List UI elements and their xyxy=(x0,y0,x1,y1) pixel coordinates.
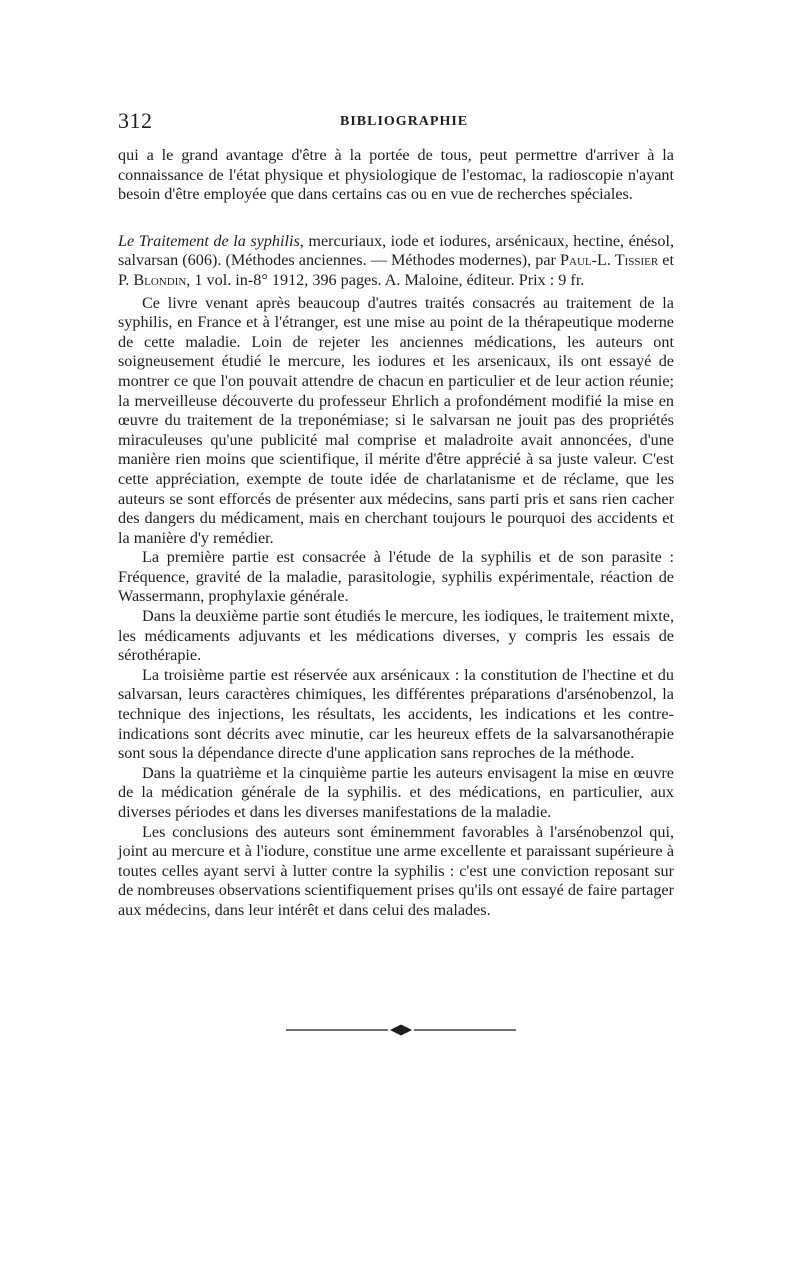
book-title: Le Traitement de la syphilis xyxy=(118,231,300,250)
author-name: Blondin xyxy=(133,270,187,289)
review-paragraph: La troisième partie est réservée aux arsénicaux : la constitution de l'hectine et du salvarsan, leurs caractères chimiques, les différentes préparations d'arsénobenzol, la technique des injections, les résultats, les accidents, les indications et les contre-indications sont décrits avec minutie, car les heureux effets de la salvarsanothérapie sont sous la dépendance directe d'une application sans reproches de la méthode. xyxy=(118,665,674,763)
book-entry-publication: , 1 vol. in-8° 1912, 396 pages. A. Maloine, éditeur. Prix : 9 fr. xyxy=(186,270,585,289)
book-entry xyxy=(118,232,674,291)
review-paragraph: Dans la deuxième partie sont étudiés le mercure, les iodiques, le traitement mixte, les médicaments adjuvants et les médications diverses, y compris les essais de sérothérapie. xyxy=(118,607,674,665)
page-header xyxy=(118,108,678,138)
section-gap xyxy=(118,205,674,232)
fleuron-ornament xyxy=(286,1024,516,1036)
page-body xyxy=(118,146,674,921)
paragraph-continuation: qui a le grand avantage d'être à la portée de tous, peut permettre d'arriver à la connaissance de l'état physique et physiologique de l'estomac, la radioscopie n'ayant besoin d'être employée que dans certains cas ou en vue de recherches spéciales. xyxy=(118,146,674,204)
book-entry-conjunction: et P. xyxy=(118,251,674,289)
review-paragraph: Ce livre venant après beaucoup d'autres traités consacrés au traitement de la syphilis, en France et à l'étranger, est une mise au point de la thérapeutique moderne de cette maladie. Loin de rejeter les anciennes médications, les auteurs ont soigneusement étudié le mercure, les iodures et les arsenicaux, ils ont essayé de montrer ce que l'on pouvait attendre de chacun en particulier et de leur action réunie; la merveilleuse découverte du professeur Ehrlich a profondément modifié la mise en œuvre du traitement de la treponémiase; si le salvarsan ne jouit pas des propriétés miraculeuses qu'une publicité mal comprise et maladroite avait annoncées, d'une manière rien moins que scientifique, il mérite d'être apprécié à sa juste valeur. C'est cette appréciation, exempte de toute idée de charlatanisme et de réclame, que les auteurs se sont efforcés de présenter aux médecins, sans parti pris et sans rien cacher des dangers du médicament, mais en cherchant toujours le pourquoi des accidents et la manière d'y remédier. xyxy=(118,293,674,547)
page-number: 312 xyxy=(118,108,153,133)
review-paragraph: Dans la quatrième et la cinquième partie les auteurs envisagent la mise en œuvre de la médication générale de la syphilis. et des médications, en particulier, aux diverses périodes et dans les diverses manifestations de la maladie. xyxy=(118,763,674,821)
review-paragraph: La première partie est consacrée à l'étude de la syphilis et de son parasite : Fréquence, gravité de la maladie, parasitologie, syphilis expérimentale, réaction de Wassermann, prophylaxie générale. xyxy=(118,548,674,606)
running-head: BIBLIOGRAPHIE xyxy=(340,114,469,129)
book-entry-details: , mercuriaux, iode et iodures, arsénicaux, hectine, énésol, salvarsan (606). (Méthodes anciennes. — Méthodes modernes), par xyxy=(118,231,674,270)
author-name: Paul-L. Tissier xyxy=(560,251,659,270)
review-paragraph: Les conclusions des auteurs sont éminemment favorables à l'arsénobenzol qui, joint au mercure et à l'iodure, constitue une arme excellente et paraissant supérieure à toutes celles ayant servi à lutter contre la syphilis : c'est une conviction reposant sur de nombreuses observations scientifiquement prises qu'ils ont essayé de faire partager aux médecins, dans leur intérêt et dans celui des malades. xyxy=(118,822,674,919)
